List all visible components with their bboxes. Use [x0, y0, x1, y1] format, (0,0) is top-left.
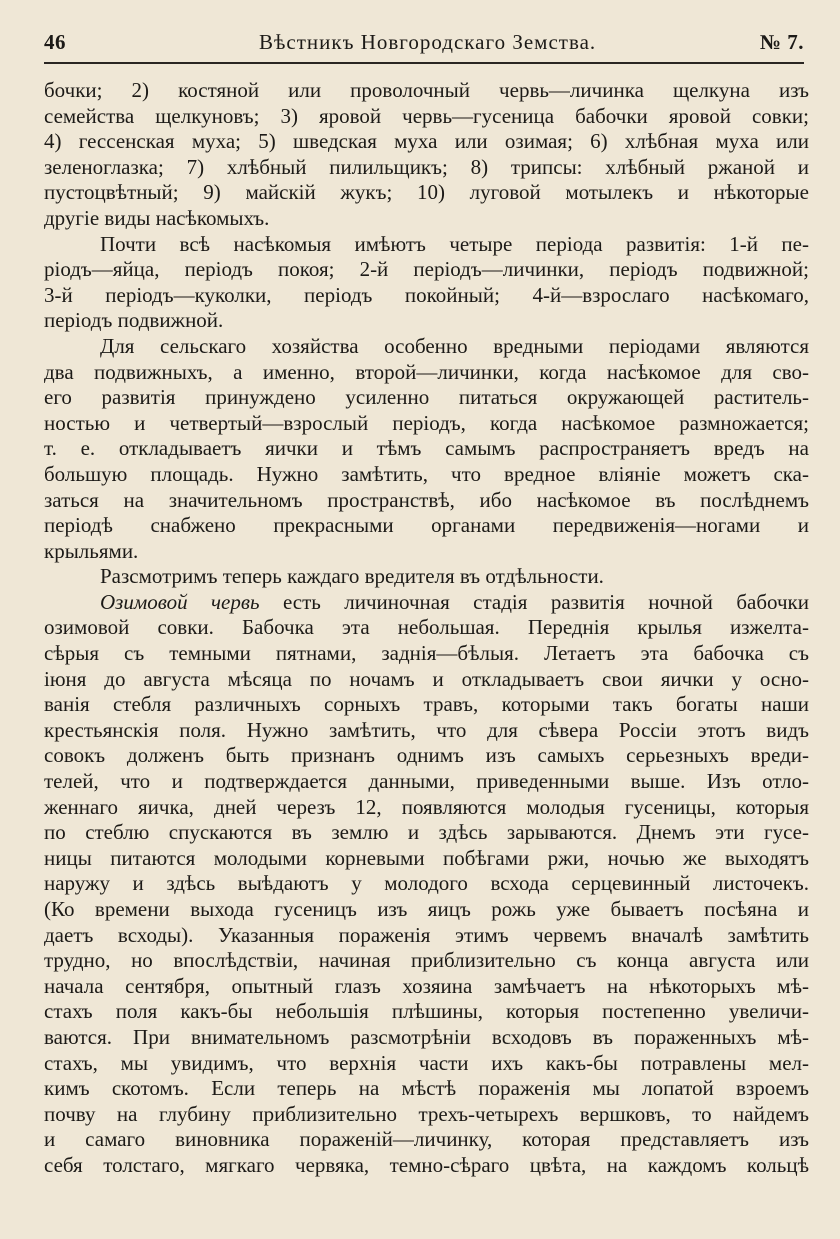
text-line: себя толстаго, мягкаго червяка, темно-сѣраго цвѣта, на каждомъ кольцѣ: [44, 1152, 809, 1177]
text-line: ваются. При внимательномъ разсмотрѣніи всходовъ въ пораженныхъ мѣ-: [44, 1024, 809, 1049]
text-line: и самаго виновника пораженій—личинку, которая представляетъ изъ: [44, 1127, 809, 1152]
journal-title: Вѣстникъ Новгородскаго Земства.: [259, 30, 597, 54]
text-line: стахъ, мы увидимъ, что верхнія части ихъ какъ-бы потравлены мел-: [44, 1050, 809, 1075]
text-line: сѣрыя съ темными пятнами, заднія—бѣлыя. Летаетъ эта бабочка съ: [44, 641, 809, 666]
text-line: его развитія принуждено усиленно питаться окружающей раститель-: [44, 385, 809, 410]
text-line: заться на значительномъ пространствѣ, ибо насѣкомое въ послѣднемъ: [44, 487, 809, 512]
header-rule: [44, 62, 804, 64]
body-text: [44, 78, 809, 1179]
text-line: трудно, но впослѣдствіи, начиная приблизительно съ конца августа или: [44, 948, 809, 973]
text-line: два подвижныхъ, а именно, второй—личинки, когда насѣкомое для сво-: [44, 359, 809, 384]
text-line: іюня до августа мѣсяца по ночамъ и откладываетъ свои яички у осно-: [44, 666, 809, 691]
line-text: есть личиночная стадія развитія ночной бабочки: [259, 589, 809, 614]
text-line: почву на глубину приблизительно трехъ-четырехъ вершковъ, то найдемъ: [44, 1101, 809, 1126]
text-line: (Ко времени выхода гусеницъ изъ яицъ рожь уже бываетъ посѣяна и: [44, 897, 809, 921]
page-number: 46: [44, 30, 66, 54]
text-line: даетъ всходы). Указанныя пораженія этимъ червемъ вначалѣ замѣтить: [44, 922, 809, 947]
text-line: совокъ долженъ быть признанъ однимъ изъ самыхъ серьезныхъ вреди-: [44, 743, 809, 768]
text-line: крыльями.: [44, 538, 139, 563]
issue-number: № 7.: [759, 30, 804, 54]
text-line: женнаго яичка, дней черезъ 12, появляются молодыя гусеницы, которыя: [44, 794, 809, 819]
italic-term: Озимовой червь: [100, 589, 260, 614]
text-line: зеленоглазка; 7) хлѣбный пилильщикъ; 8) трипсы: хлѣбный ржаной и: [44, 154, 809, 179]
text-line: 3-й періодъ—куколки, періодъ покойный; 4-й—взрослаго насѣкомаго,: [44, 282, 809, 307]
text-line: Почти всѣ насѣкомыя имѣютъ четыре періода развитія: 1-й пе-: [100, 231, 809, 256]
text-line: періодѣ снабжено прекрасными органами передвиженія—ногами и: [44, 513, 809, 538]
text-line: семейства щелкуновъ; 3) яровой червь—гусеница бабочки яровой совки;: [44, 103, 809, 128]
text-line: Разсмотримъ теперь каждаго вредителя въ отдѣльности.: [100, 564, 604, 589]
text-line: озимовой совки. Бабочка эта небольшая. Переднія крылья изжелта-: [44, 615, 809, 640]
text-line: ріодъ—яйца, періодъ покоя; 2-й періодъ—личинки, періодъ подвижной;: [44, 257, 809, 282]
text-line: ницы питаются молодыми корневыми побѣгами ржи, ночью же выходятъ: [44, 845, 809, 870]
text-line: бочки; 2) костяной или проволочный червь—личинка щелкуна изъ: [44, 78, 809, 102]
text-line: начала сентября, опытный глазъ хозяина замѣчаетъ на нѣкоторыхъ мѣ-: [44, 973, 809, 998]
text-line: 4) гессенская муха; 5) шведская муха или озимая; 6) хлѣбная муха или: [44, 129, 809, 154]
text-line: Для сельскаго хозяйства особенно вредными періодами являются: [100, 333, 809, 358]
text-line: другіе виды насѣкомыхъ.: [44, 205, 270, 230]
text-line: періодъ подвижной.: [44, 308, 224, 333]
running-head: [44, 30, 804, 60]
text-line: наружу и здѣсь выѣдаютъ у молодого всхода серцевинный листочекъ.: [44, 871, 809, 896]
text-line: кимъ скотомъ. Если теперь на мѣстѣ пораженія мы лопатой взроемъ: [44, 1076, 809, 1101]
text-line: ванія стебля различныхъ сорныхъ травъ, которыми такъ богаты наши: [44, 692, 809, 717]
text-line: стахъ поля какъ-бы небольшія плѣшины, которыя постепенно увеличи-: [44, 999, 809, 1024]
text-line: ностью и четвертый—взрослый періодъ, когда насѣкомое размножается;: [44, 410, 809, 435]
text-line: по стеблю спускаются въ землю и здѣсь зарываются. Днемъ эти гусе-: [44, 820, 809, 845]
text-line: пустоцвѣтный; 9) майскій жукъ; 10) луговой мотылекъ и нѣкоторые: [44, 180, 809, 205]
text-line: большую площадь. Нужно замѣтить, что вредное вліяніе можетъ ска-: [44, 461, 809, 486]
text-line: телей, что и подтверждается данными, приведенными выше. Изъ отло-: [44, 769, 809, 794]
text-line: т. е. откладываетъ яички и тѣмъ самымъ распространяетъ вредъ на: [44, 436, 809, 461]
text-line: крестьянскія поля. Нужно замѣтить, что для сѣвера Россіи этотъ видъ: [44, 717, 809, 742]
text-line: [44, 590, 809, 616]
